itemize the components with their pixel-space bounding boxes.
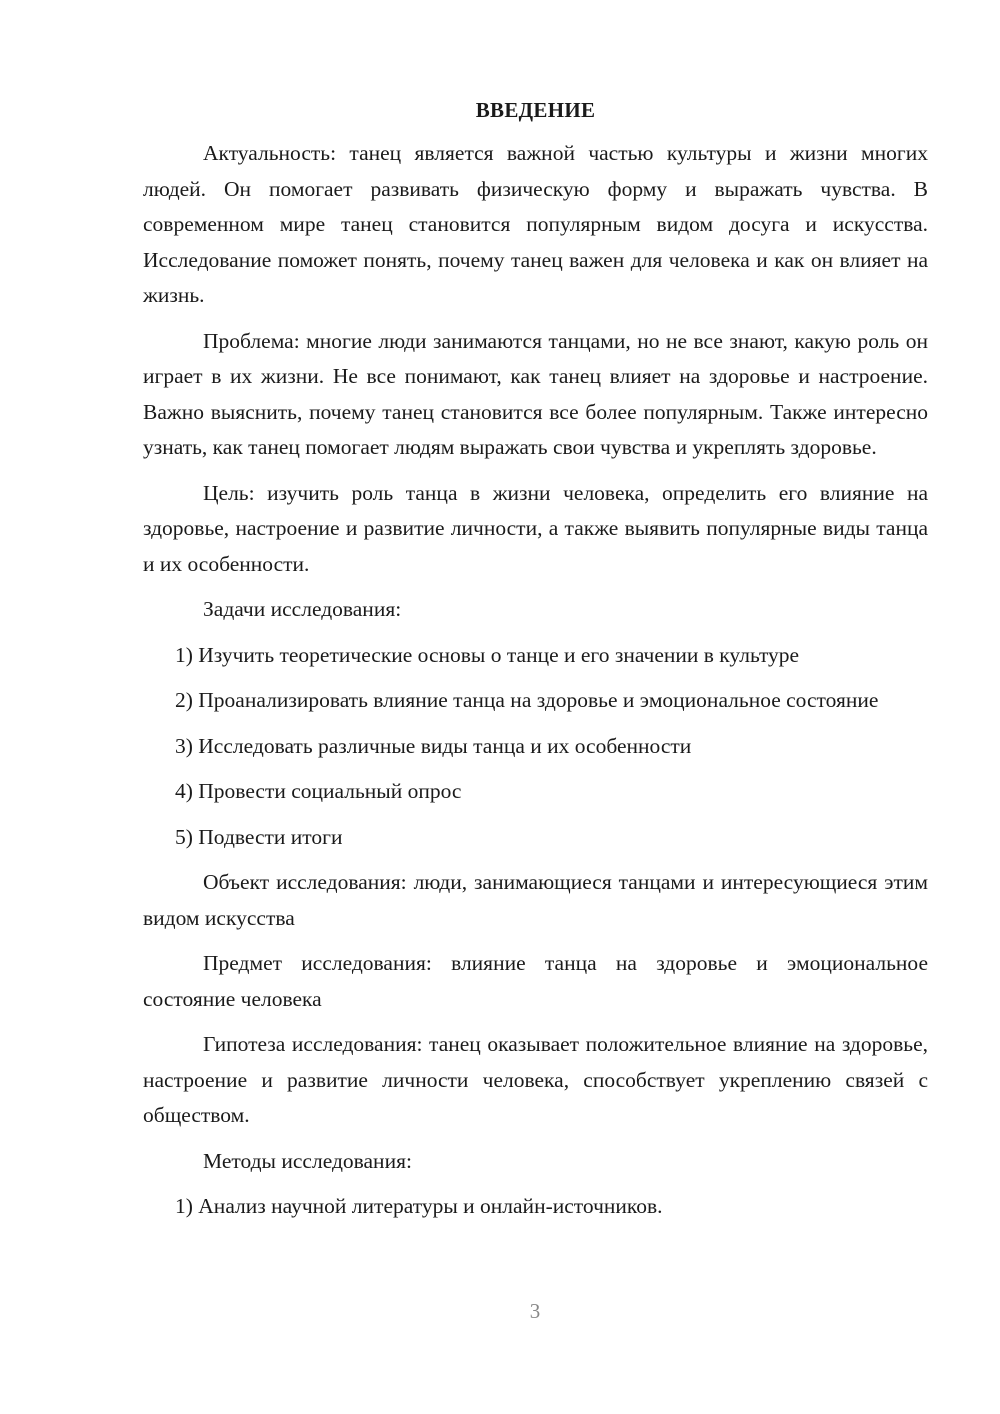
problem-paragraph: Проблема: многие люди занимаются танцами, но не все знают, какую роль он играет в их жизни. Не все понимают, как танец влияет на здоровье и настроение. Важно выяснить, почему танец становится все более популярным. Также интересно узнать, как танец помогает людям выражать свои чувства и укреплять здоровье. [143, 328, 928, 459]
method-item-1: 1) Анализ научной литературы и онлайн-источников. [175, 1194, 663, 1218]
task-item-3: 3) Исследовать различные виды танца и их особенности [175, 733, 692, 758]
task-item-1: 1) Изучить теоретические основы о танце и его значении в культуре [175, 642, 800, 667]
page-content [143, 96, 928, 1235]
goal-paragraph: Цель: изучить роль танца в жизни человека, определить его влияние на здоровье, настроение и развитие личности, а также выявить популярные виды танца и их особенности. [143, 480, 928, 576]
subject-paragraph: Предмет исследования: влияние танца на здоровье и эмоциональное состояние человека [143, 951, 928, 1011]
task-item-5: 5) Подвести итоги [175, 824, 343, 849]
relevance-paragraph: Актуальность: танец является важной частью культуры и жизни многих людей. Он помогает развивать физическую форму и выражать чувства. В современном мире танец становится популярным видом досуга и искусства. Исследование поможет понять, почему танец важен для человека и как он влияет на жизнь. [143, 141, 928, 307]
page-number: 3 [529, 1299, 541, 1323]
tasks-heading: Задачи исследования: [203, 597, 402, 621]
task-item-4: 4) Провести социальный опрос [175, 779, 462, 803]
object-paragraph: Объект исследования: люди, занимающиеся танцами и интересующиеся этим видом искусства [143, 870, 928, 930]
methods-heading: Методы исследования: [203, 1148, 412, 1173]
task-item-2: 2) Проанализировать влияние танца на здоровье и эмоциональное состояние [175, 688, 879, 712]
page-title: ВВЕДЕНИЕ [475, 98, 596, 122]
hypothesis-paragraph: Гипотеза исследования: танец оказывает положительное влияние на здоровье, настроение и развитие личности человека, способствует укреплению связей с обществом. [143, 1032, 928, 1127]
